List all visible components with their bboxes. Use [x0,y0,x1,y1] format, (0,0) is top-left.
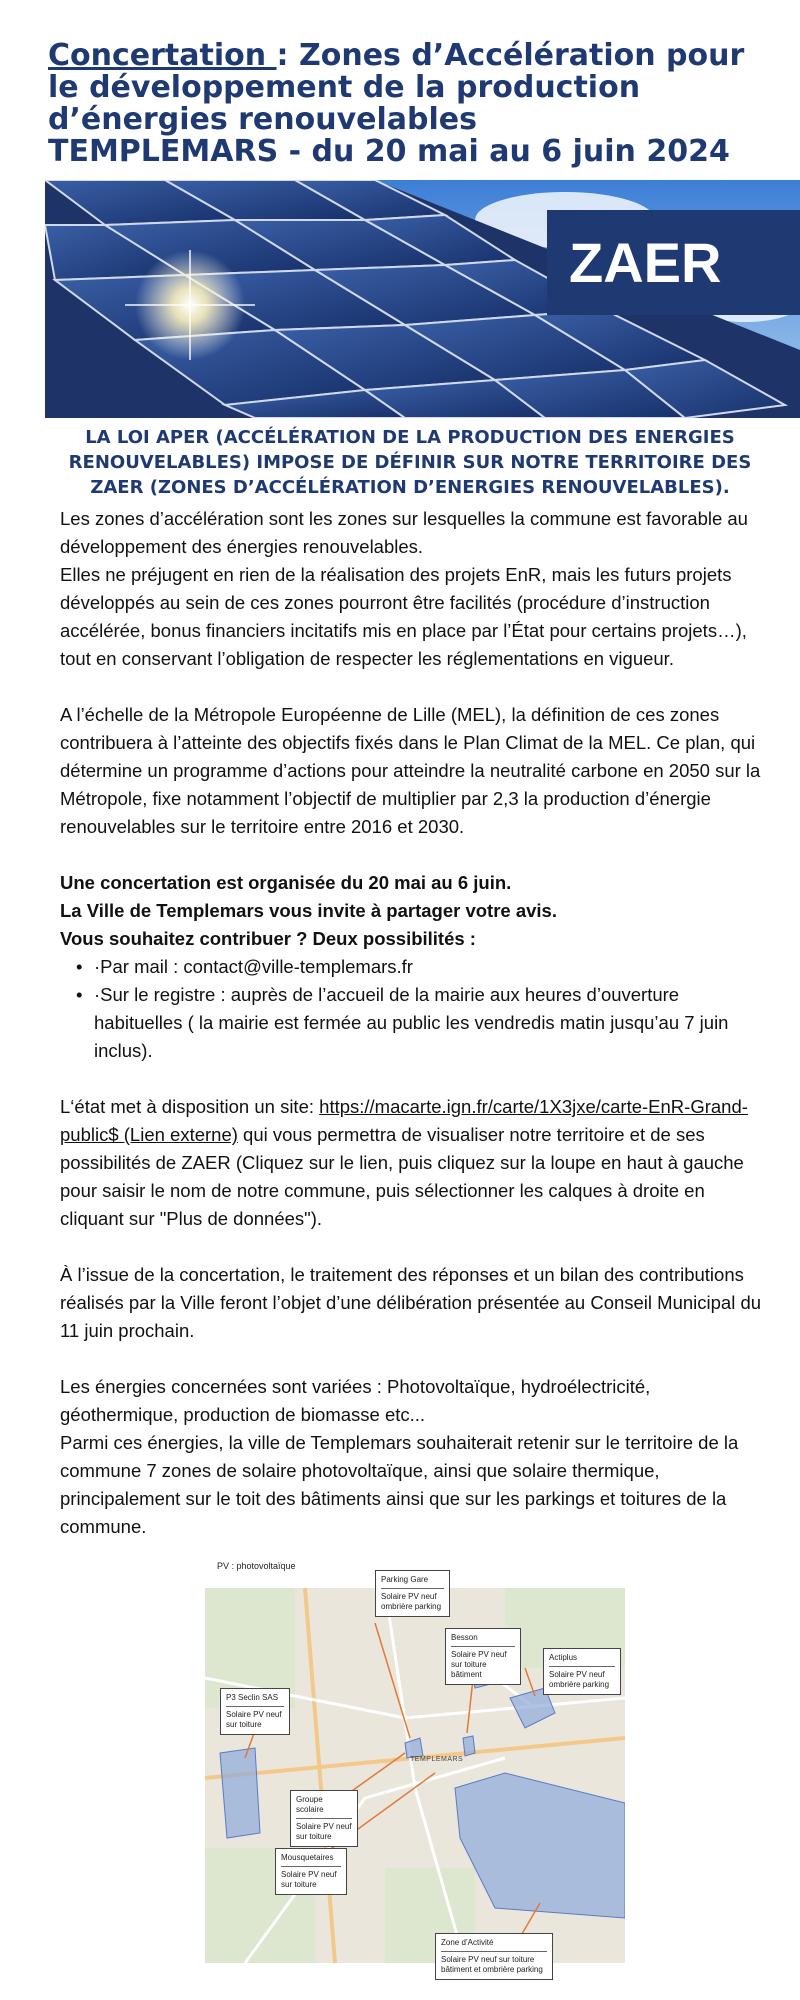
paragraph: À l’issue de la concertation, le traitement des réponses et un bilan des contributions réalisés par la Ville feront l’objet d’une délibération présentée au Conseil Municipal du 11 juin prochain. [60,1264,762,1341]
callout-name: P3 Seclin SAS [226,1693,284,1707]
callout-desc: Solaire PV neuf sur toiture [281,1870,337,1889]
section-subheading: LA LOI APER (ACCÉLÉRATION DE LA PRODUCTION DES ENERGIES RENOUVELABLES) IMPOSE DE DÉFINIR SUR NOTRE TERRITOIRE DES ZAER (ZONES D’ACCÉLÉRATION D’ENERGIES RENOUVELABLES). [68,427,752,498]
contribution-list [60,953,770,1065]
bold-line: La Ville de Templemars vous invite à partager votre avis. [60,900,557,921]
callout-name: Besson [451,1633,515,1647]
callout-name: Parking Gare [381,1575,444,1589]
paragraph: Les énergies concernées sont variées : Photovoltaïque, hydroélectricité, géothermique, production de biomasse etc... [60,1376,651,1425]
callout-desc: Solaire PV neuf sur toiture bâtiment [451,1650,507,1679]
callout-groupe-scolaire [290,1790,358,1847]
callout-besson [445,1628,521,1685]
bold-line: Une concertation est organisée du 20 mai au 6 juin. [60,872,512,893]
callout-desc: Solaire PV neuf ombrière parking [549,1670,610,1689]
callout-desc: Solaire PV neuf sur toiture bâtiment et ombrière parking [441,1955,543,1974]
callout-zone-activite [435,1933,553,1980]
callout-actiplus [543,1648,621,1695]
paragraph [60,1093,770,1233]
callout-mousquetaires [275,1848,347,1895]
title-underlined: Concertation [48,38,277,73]
callout-name: Mousquetaires [281,1853,341,1867]
hero-banner [45,180,800,418]
callout-parking-gare [375,1570,450,1617]
article-body [60,505,770,1541]
list-item-mail: • ·Par mail : contact@ville-templemars.fr [60,953,770,981]
zaer-badge: ZAER [547,210,800,315]
callout-name: Actiplus [549,1653,615,1667]
callout-desc: Solaire PV neuf sur toiture [226,1710,282,1729]
external-map-link[interactable]: https://macarte.ign.fr/carte/1X3jxe/carte-EnR-Grand-public$ (Lien externe) [60,1096,748,1145]
paragraph-text: qui vous permettra de visualiser notre territoire et de ses possibilités de ZAER (Cliquez sur le lien, puis cliquez sur la loupe en haut à gauche pour saisir le nom de notre commune, puis sélectionner les calques à droite en cliquant sur "Plus de données"). [60,1124,744,1229]
callout-desc: Solaire PV neuf ombrière parking [381,1592,442,1611]
paragraph: A l’échelle de la Métropole Européenne de Lille (MEL), la définition de ces zones contribuera à l’atteinte des objectifs fixés dans le Plan Climat de la MEL. Ce plan, qui détermine un programme d’actions pour atteindre la neutralité carbone en 2050 sur la Métropole, fixe notamment l’objectif de multiplier par 2,3 la production d’énergie renouvelables sur le territoire entre 2016 et 2030. [60,704,761,837]
paragraph: Parmi ces énergies, la ville de Templemars souhaiterait retenir sur le territoire de la commune 7 zones de solaire photovoltaïque, ainsi que solaire thermique, principalement sur le toit des bâtiments ainsi que sur les parkings et toitures de la commune. [60,1432,739,1537]
list-item-registre: • ·Sur le registre : auprès de l’accueil de la mairie aux heures d’ouverture habituelles ( la mairie est fermée au public les vendredis matin jusqu’au 7 juin inclus). [60,981,770,1065]
paragraph-text: L‘état met à disposition un site: [60,1096,320,1117]
callout-name: Zone d’Activité [441,1938,547,1952]
paragraph: Elles ne préjugent en rien de la réalisation des projets EnR, mais les futurs projets développés au sein de ces zones pourront être facilités (procédure d’instruction accélérée, bonus financiers incitatifs mis en place par l’État pour certains projets…), tout en conservant l’obligation de respecter les réglementations en vigueur. [60,564,747,669]
callout-p3-seclin [220,1688,290,1735]
map-legend: PV : photovoltaïque [217,1561,296,1571]
page-title [48,40,768,168]
bold-line: Vous souhaitez contribuer ? Deux possibilités : [60,928,476,949]
title-rest: : Zones d’Accélération pour le développement de la production d’énergies renouvelables [48,38,745,137]
title-line2: TEMPLEMARS - du 20 mai au 6 juin 2024 [48,134,730,169]
zones-map [205,1558,625,1993]
paragraph: Les zones d’accélération sont les zones sur lesquelles la commune est favorable au développement des énergies renouvelables. [60,508,748,557]
callout-name: Groupe scolaire [296,1795,352,1819]
callout-desc: Solaire PV neuf sur toiture [296,1822,352,1841]
map-image [205,1588,625,1963]
town-label: TEMPLEMARS [410,1756,464,1763]
